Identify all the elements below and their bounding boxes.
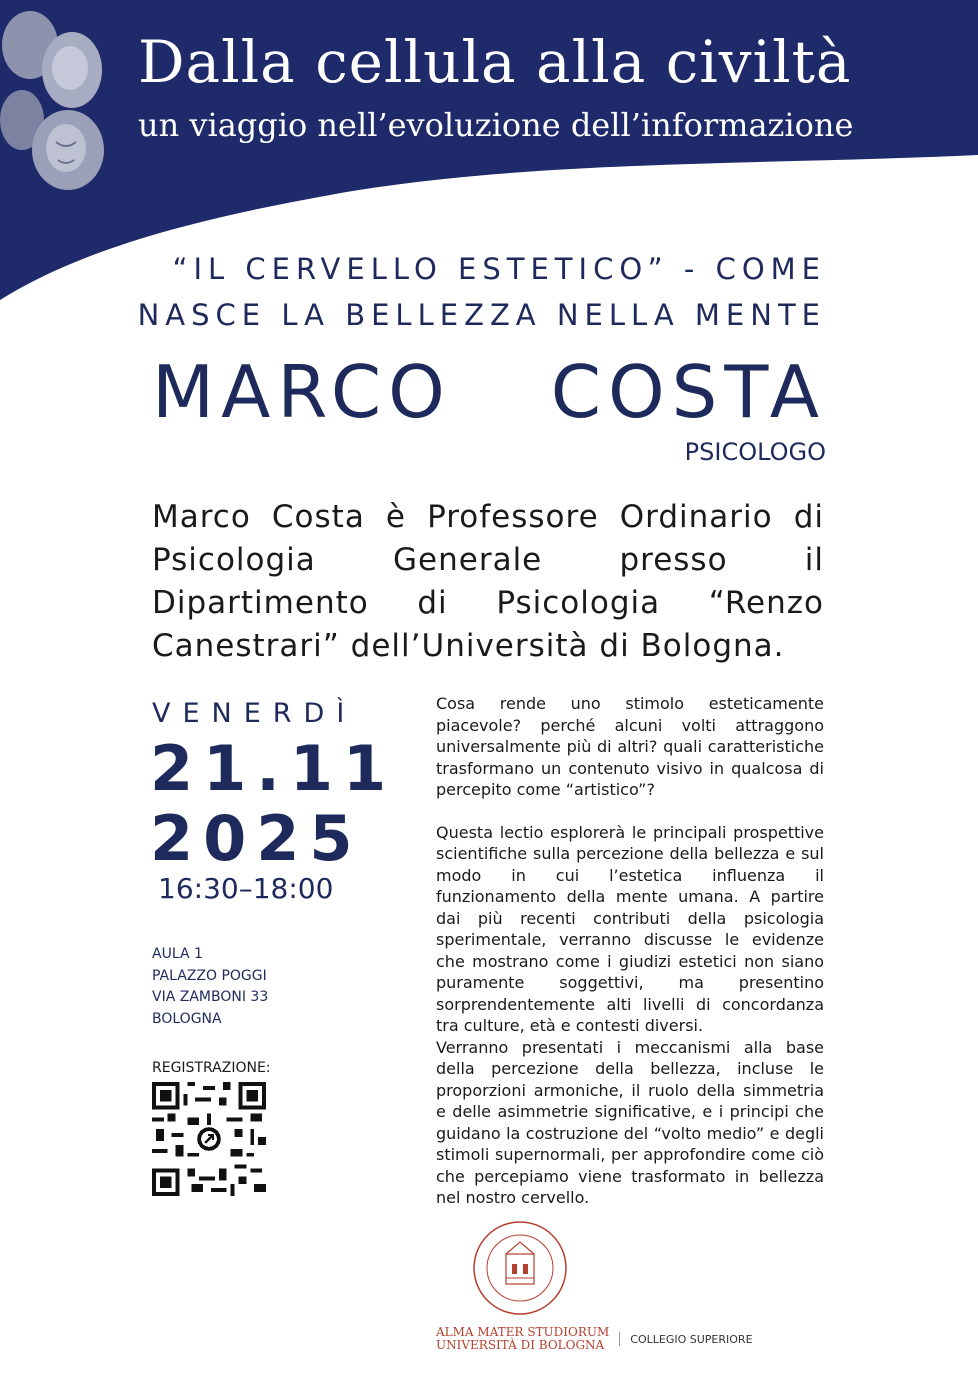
speaker-last-name: COSTA xyxy=(550,350,826,434)
abstract-paragraph: Questa lectio esplorerà le principali prospettive scientifiche sulla percezione della bellezza e sul modo in cui l’estetica influenza il funzionamento della mente umana. A partire dai più recenti contributi della psicologia sperimentale, verranno discusse le evidenze che mostrano come i giudizi estetici non siano puramente soggettivi, ma presentino sorprendentemente alti livelli di concordanza tra culture, età e contesti diversi. xyxy=(436,822,824,1035)
university-seal-logo xyxy=(472,1220,568,1316)
abstract-paragraph: Verranno presentati i meccanismi alla base della percezione della bellezza, incluse le proporzioni armoniche, il ruolo della simmetria e delle asimmetrie significative, e i principi che guidano la costruzione del “volto medio” e degli stimoli supernormali, per approfondire come ciò che percepiamo viene trasformato in bellezza nel nostro cervello. xyxy=(436,1037,824,1207)
venue-address xyxy=(152,944,268,1030)
university-name-line2: UNIVERSITÀ DI BOLOGNA xyxy=(436,1338,605,1352)
event-day: VENERDÌ xyxy=(152,698,357,729)
statue-heads-image xyxy=(0,0,120,200)
speaker-bio: Marco Costa è Professore Ordinario di Psicologia Generale presso il Dipartimento di Psicologia “Renzo Canestrari” dell’Università di Bologna. xyxy=(152,499,824,664)
speaker-first-name: MARCO xyxy=(152,350,452,434)
lecture-abstract xyxy=(436,693,824,1209)
registration-label: REGISTRAZIONE: xyxy=(152,1060,271,1076)
speaker-role: PSICOLOGO xyxy=(684,438,826,466)
venue-street: VIA ZAMBONI 33 xyxy=(152,989,269,1005)
series-title: Dalla cellula alla civiltà xyxy=(138,28,852,96)
footer xyxy=(436,1326,753,1352)
qr-code-icon[interactable] xyxy=(152,1082,266,1196)
venue-building: PALAZZO POGGI xyxy=(152,967,267,984)
venue-city: BOLOGNA xyxy=(152,1010,222,1027)
university-name-line1: ALMA MATER STUDIORUM xyxy=(436,1325,610,1339)
event-date xyxy=(150,734,396,874)
event-date-year: 2025 xyxy=(150,802,363,875)
abstract-paragraph: Cosa rende uno stimolo esteticamente piacevole? perché alcuni volti attraggono universalmente più di altri? quali caratteristiche trasformano un contenuto visivo in qualcosa di percepito come “artistico”? xyxy=(436,694,824,799)
series-subtitle: un viaggio nell’evoluzione dell’informazione xyxy=(138,106,854,144)
venue-room: AULA 1 xyxy=(152,946,203,962)
event-time: 16:30–18:00 xyxy=(158,872,334,905)
footer-divider xyxy=(619,1332,620,1346)
speaker-name xyxy=(152,350,826,434)
lecture-title xyxy=(138,246,826,338)
lecture-title-line1: “IL CERVELLO ESTETICO” - COME xyxy=(172,252,826,286)
event-date-day-month: 21.11 xyxy=(150,732,397,805)
lecture-title-line2: NASCE LA BELLEZZA NELLA MENTE xyxy=(137,298,826,332)
university-name xyxy=(436,1326,609,1352)
college-name: COLLEGIO SUPERIORE xyxy=(630,1332,753,1346)
